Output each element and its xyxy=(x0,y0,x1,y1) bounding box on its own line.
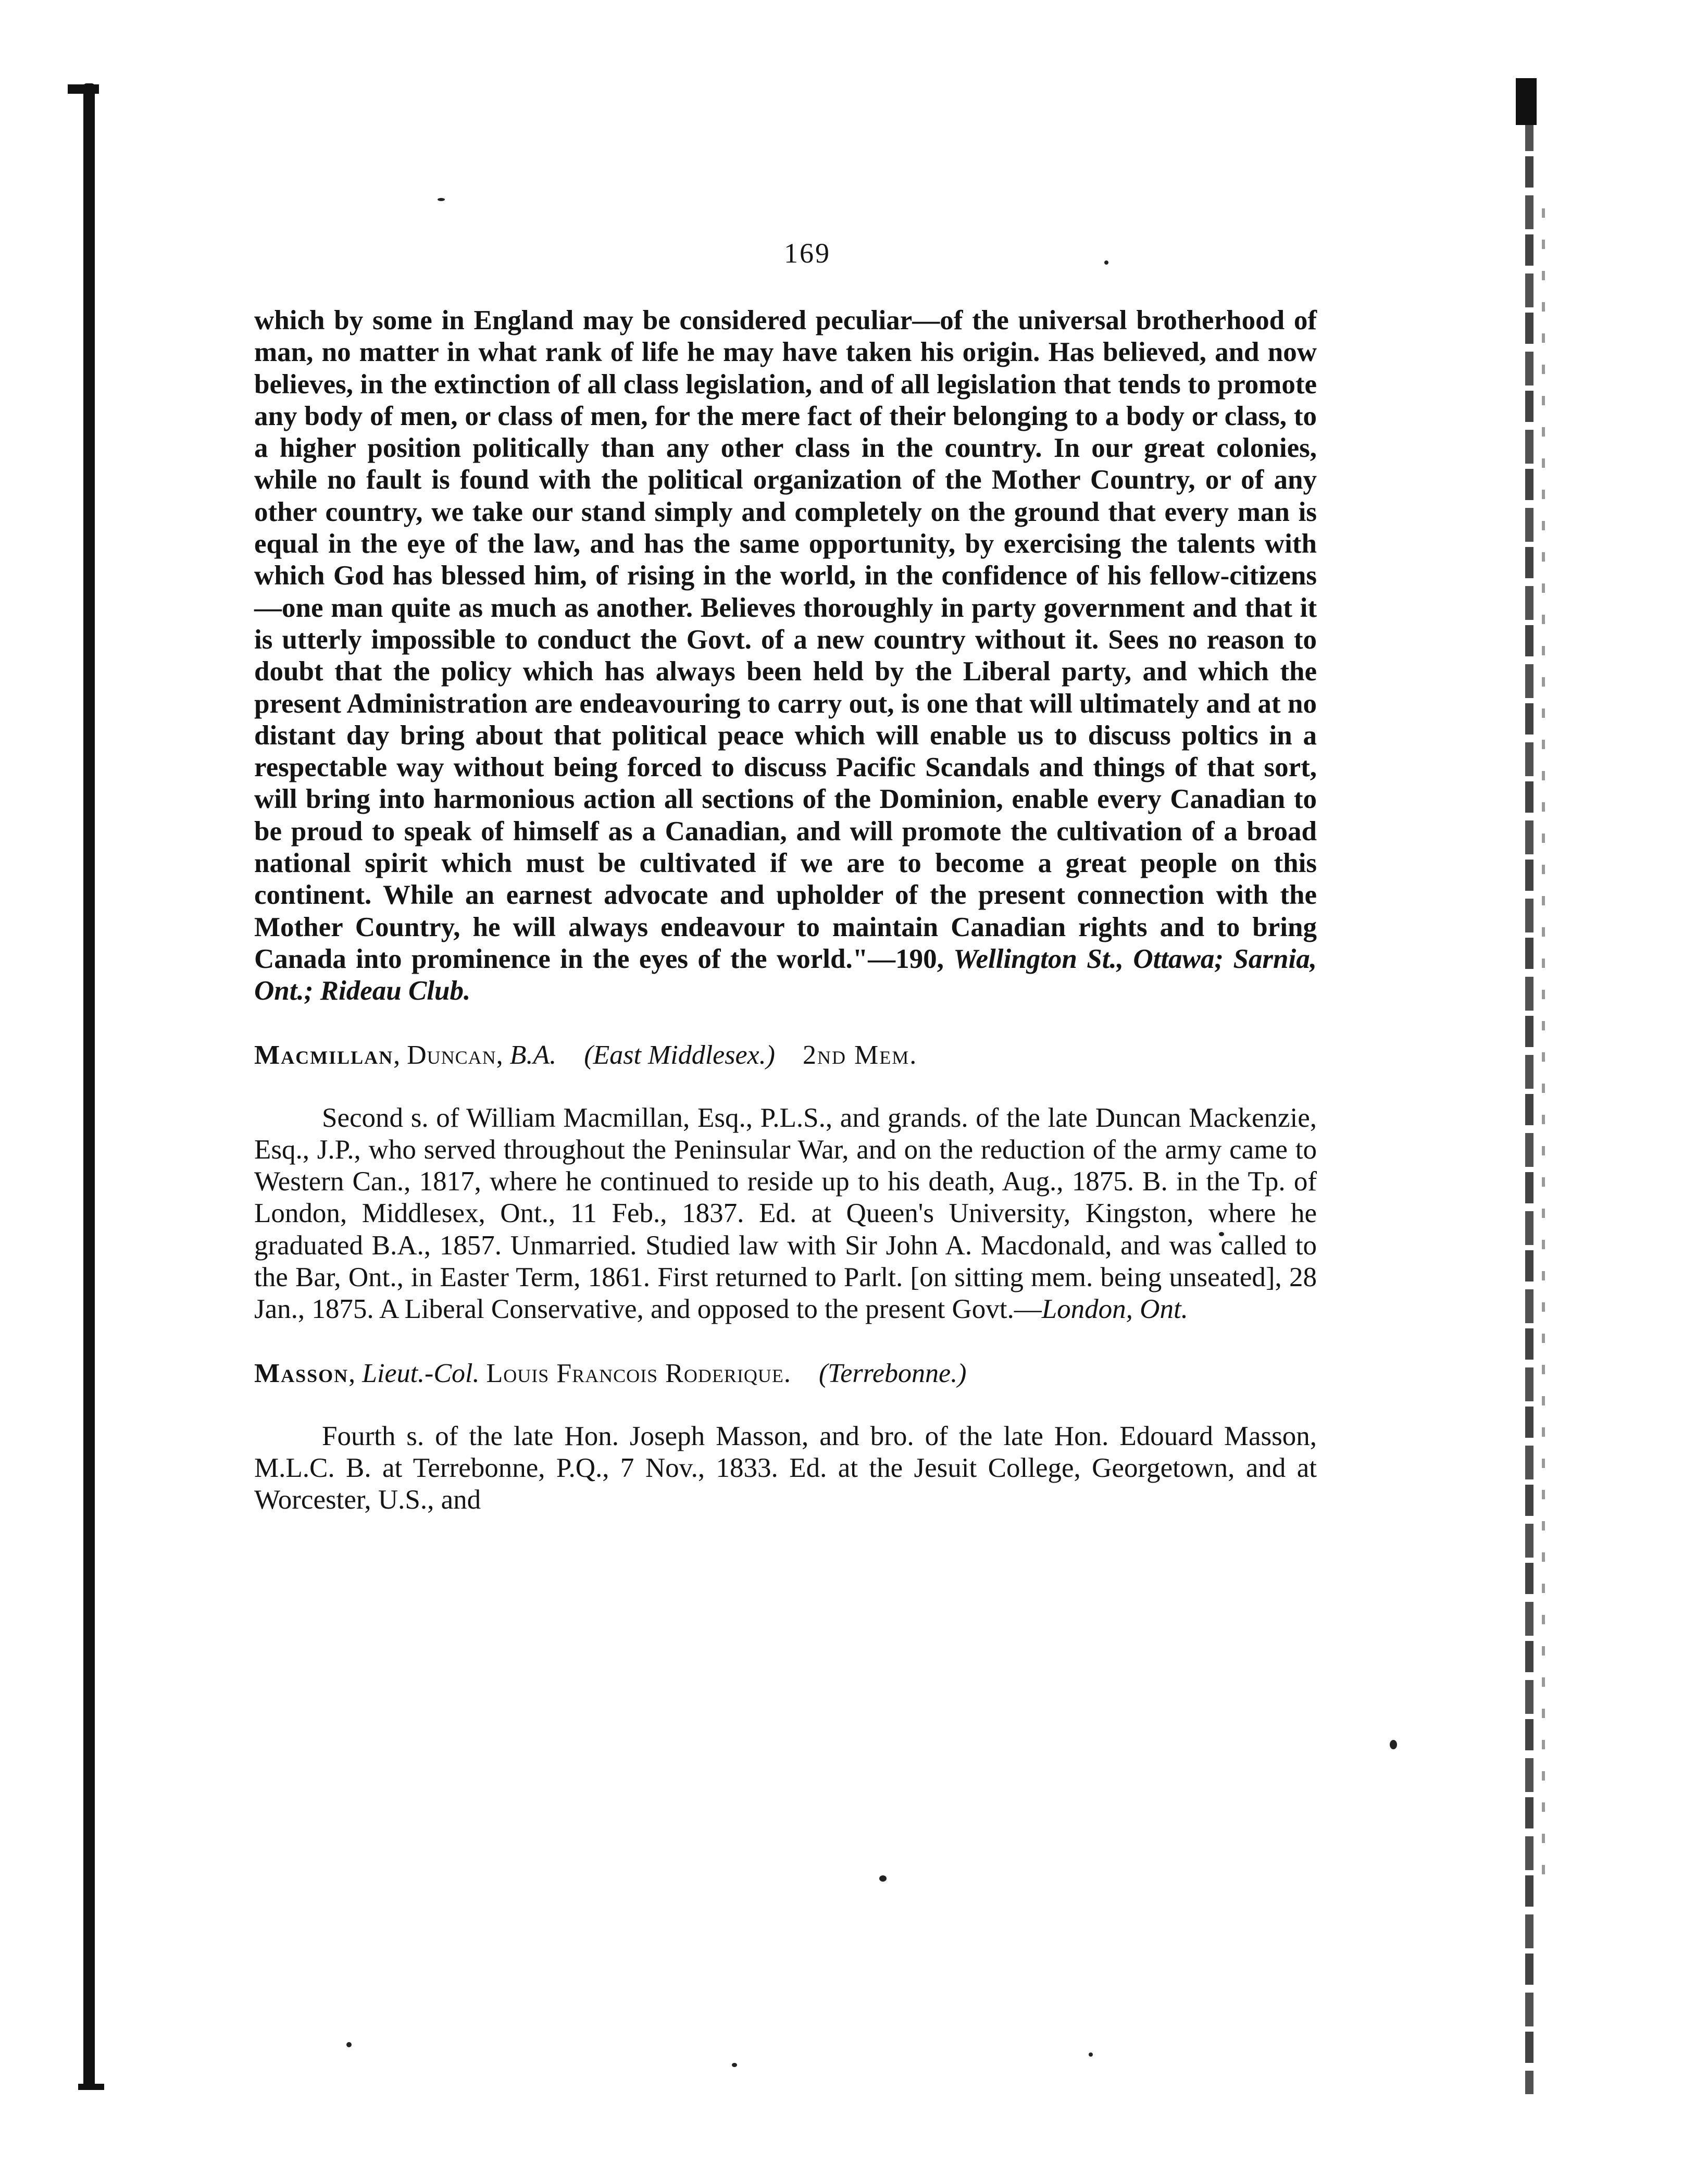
continued-paragraph xyxy=(254,305,1317,1007)
scan-speck xyxy=(346,2042,352,2047)
scan-speck xyxy=(879,1875,887,1882)
entry-riding: (East Middlesex.) xyxy=(584,1040,775,1070)
scan-speck xyxy=(732,2063,737,2067)
entry-bio-masson xyxy=(254,1421,1317,1516)
entry-bio-macmillan xyxy=(254,1102,1317,1326)
scan-edge-right xyxy=(1525,78,1534,2094)
entry-bio-text: Second s. of William Macmillan, Esq., P.L.S., and grands. of the late Duncan Mackenzie, Esq., J.P., who served throughout the Peninsular War, and on the reduction of the army came to Western Can., 1817, where he continued to reside up to his death, Aug., 1875. B. in the Tp. of London, Middlesex, Ont., 11 Feb., 1837. Ed. at Queen's University, Kingston, where he graduated B.A., 1857. Unmarried. Studied law with Sir John A. Macdonald, and was called to the Bar, Ont., in Easter Term, 1861. First returned to Parlt. [on sitting mem. being unseated], 28 Jan., 1875. A Liberal Conservative, and opposed to the present Govt.— xyxy=(254,1102,1317,1325)
scan-edge-left-top xyxy=(68,84,99,94)
entry-bio-text: Fourth s. of the late Hon. Joseph Masson, and bro. of the late Hon. Edouard Masson, M.L.C. B. at Terrebonne, P.Q., 7 Nov., 1833. Ed. at the Jesuit College, Georgetown, and at Worcester, U.S., and xyxy=(254,1421,1317,1515)
entry-given-name: Duncan xyxy=(407,1040,496,1070)
entry-given-name: Louis Francois Roderique. xyxy=(486,1358,791,1388)
entry-degree: B.A. xyxy=(509,1040,557,1070)
entry-note: 2nd Mem. xyxy=(802,1040,918,1070)
scan-speck xyxy=(438,198,445,201)
entry-surname: Macmillan xyxy=(254,1040,394,1070)
scan-edge-right-dots xyxy=(1542,208,1545,1875)
entry-riding: (Terrebonne.) xyxy=(818,1358,967,1388)
scan-edge-right-top xyxy=(1516,78,1537,125)
entry-rank: Lieut.-Col. xyxy=(362,1358,480,1388)
scan-speck xyxy=(1089,2052,1093,2057)
entry-heading-macmillan: Macmillan, Duncan, B.A. (East Middlesex.) 2nd Mem. xyxy=(254,1040,918,1070)
scan-speck xyxy=(1390,1740,1397,1749)
scan-edge-left xyxy=(83,83,95,2089)
scan-edge-left-bottom xyxy=(78,2084,104,2090)
page-number: 169 xyxy=(784,238,831,269)
scan-speck xyxy=(1104,260,1108,265)
entry-surname: Masson xyxy=(254,1358,349,1388)
entry-address: London, Ont. xyxy=(1041,1294,1188,1325)
entry-heading-masson: Masson, Lieut.-Col. Louis Francois Roderique. (Terrebonne.) xyxy=(254,1358,967,1388)
continued-address: Wellington St., Ottawa; Sarnia, Ont.; Rideau Club. xyxy=(254,943,1317,1006)
continued-text: which by some in England may be considered peculiar—of the universal brotherhood of man, no matter in what rank of life he may have taken his origin. Has believed, and now believes, in the extinction of all class legislation, and of all legislation that tends to promote any body of men, or class of men, for the mere fact of their belonging to a body or class, to a higher position politically than any other class in the country. In our great colonies, while no fault is found with the political organization of the Mother Country, or of any other country, we take our stand simply and completely on the ground that every man is equal in the eye of the law, and has the same opportunity, by exercising the talents with which God has blessed him, of rising in the world, in the confidence of his fellow-citizens—one man quite as much as another. Believes thoroughly in party government and that it is utterly impossible to conduct the Govt. of a new country without it. Sees no reason to doubt that the policy which has always been held by the Liberal party, and which the present Administration are endeavouring to carry out, is one that will ultimately and at no distant day bring about that political peace which will enable us to discuss poltics in a respectable way without being forced to discuss Pacific Scandals and things of that sort, will bring into harmonious action all sections of the Dominion, enable every Canadian to be proud to speak of himself as a Canadian, and will promote the cultivation of a broad national spirit which must be cultivated if we are to become a great people on this continent. While an earnest advocate and upholder of the present connection with the Mother Country, he will always endeavour to maintain Canadian rights and to bring Canada into prominence in the eyes of the world."—190, xyxy=(254,305,1317,974)
page-content xyxy=(254,305,1317,1516)
